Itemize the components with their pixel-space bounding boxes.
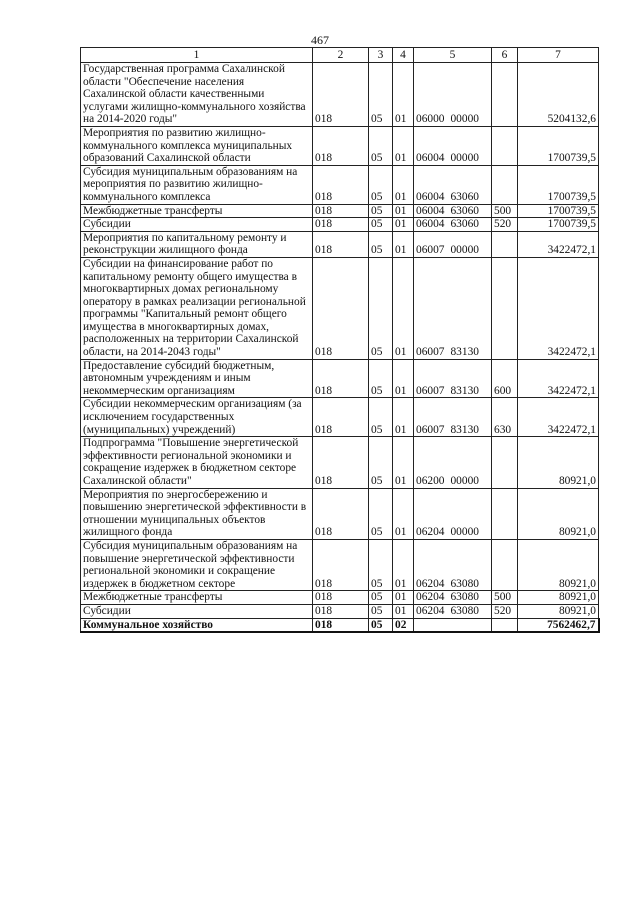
subsection-code: 01 (393, 398, 414, 437)
target-article-part: 06204 (416, 604, 445, 617)
section-code: 05 (369, 165, 393, 204)
amount: 7562462,7 (518, 618, 599, 632)
table-body (81, 63, 599, 633)
row-name: Межбюджетные трансферты (81, 591, 313, 605)
section-code: 05 (369, 591, 393, 605)
row-name: Субсидии некоммерческим организациям (за исключением государственных (муниципальных) учреждений) (81, 398, 313, 437)
target-article-part: 63060 (450, 190, 479, 203)
target-article-part: 83130 (450, 346, 479, 359)
target-article-code (414, 165, 492, 204)
target-article-code (414, 488, 492, 539)
amount: 3422472,1 (518, 359, 599, 398)
target-article-part: 06200 (416, 475, 445, 487)
subsection-code: 01 (393, 126, 414, 165)
row-name: Субсидия муниципальным образованиям на мероприятия по развитию жилищно-коммунального комплекса (81, 165, 313, 204)
budget-table (80, 47, 600, 633)
target-article-part: 06204 (416, 577, 445, 590)
page-number: 467 (311, 33, 329, 47)
expense-type-code (492, 231, 518, 257)
expense-type-code: 500 (492, 204, 518, 218)
table-row (81, 126, 599, 165)
target-article-part: 63080 (450, 604, 479, 617)
column-header: 3 (369, 48, 393, 63)
section-code: 05 (369, 437, 393, 488)
amount: 1700739,5 (518, 204, 599, 218)
target-article-code (414, 204, 492, 218)
target-article-part: 06000 (416, 113, 445, 126)
ministry-code: 018 (313, 231, 369, 257)
ministry-code: 018 (313, 437, 369, 488)
subsection-code: 01 (393, 437, 414, 488)
column-header: 5 (414, 48, 492, 63)
row-name: Субсидии (81, 604, 313, 618)
section-code: 05 (369, 359, 393, 398)
ministry-code: 018 (313, 539, 369, 590)
section-code: 05 (369, 126, 393, 165)
expense-type-code (492, 488, 518, 539)
section-code: 05 (369, 204, 393, 218)
ministry-code: 018 (313, 63, 369, 127)
ministry-code: 018 (313, 257, 369, 359)
expense-type-code (492, 165, 518, 204)
section-code: 05 (369, 63, 393, 127)
target-article-part: 00000 (450, 475, 479, 487)
table-row (81, 539, 599, 590)
expense-type-code: 520 (492, 218, 518, 232)
target-article-part: 06004 (416, 190, 445, 203)
amount: 80921,0 (518, 604, 599, 618)
target-article-part: 06007 (416, 423, 445, 436)
row-name: Мероприятия по капитальному ремонту и реконструкции жилищного фонда (81, 231, 313, 257)
row-name: Подпрограмма "Повышение энергетической эффективности региональной экономики и сокращение издержек в бюджетном секторе Сахалинской области" (81, 437, 313, 488)
target-article-part: 06007 (416, 244, 445, 257)
table-row (81, 63, 599, 127)
ministry-code: 018 (313, 218, 369, 232)
section-code: 05 (369, 618, 393, 632)
target-article-code (414, 231, 492, 257)
target-article-code (414, 618, 492, 632)
subsection-code: 01 (393, 539, 414, 590)
table-row (81, 488, 599, 539)
row-name: Предоставление субсидий бюджетным, автономным учреждениям и иным некоммерческим организациям (81, 359, 313, 398)
subsection-code: 01 (393, 204, 414, 218)
table-row (81, 218, 599, 232)
amount: 3422472,1 (518, 231, 599, 257)
row-name: Коммунальное хозяйство (81, 618, 313, 632)
subsection-code: 01 (393, 63, 414, 127)
ministry-code: 018 (313, 618, 369, 632)
amount: 1700739,5 (518, 218, 599, 232)
column-header: 7 (518, 48, 599, 63)
target-article-code (414, 359, 492, 398)
total-row (81, 618, 599, 632)
target-article-part: 06204 (416, 591, 445, 604)
amount: 1700739,5 (518, 126, 599, 165)
column-header: 4 (393, 48, 414, 63)
expense-type-code: 600 (492, 359, 518, 398)
target-article-part: 63080 (450, 577, 479, 590)
table-row (81, 604, 599, 618)
target-article-part: 63080 (450, 591, 479, 604)
subsection-code: 01 (393, 257, 414, 359)
target-article-part: 63060 (450, 218, 479, 231)
row-name: Субсидии (81, 218, 313, 232)
target-article-code (414, 604, 492, 618)
section-code: 05 (369, 257, 393, 359)
target-article-code (414, 218, 492, 232)
expense-type-code (492, 618, 518, 632)
target-article-part: 83130 (450, 423, 479, 436)
table-row (81, 398, 599, 437)
ministry-code: 018 (313, 359, 369, 398)
amount: 5204132,6 (518, 63, 599, 127)
target-article-part: 06204 (416, 526, 445, 539)
expense-type-code: 520 (492, 604, 518, 618)
column-header: 2 (313, 48, 369, 63)
section-code: 05 (369, 218, 393, 232)
target-article-part: 00000 (450, 526, 479, 539)
header-row (81, 48, 599, 63)
table-row (81, 359, 599, 398)
row-name: Субсидии на финансирование работ по капитальному ремонту общего имущества в многоквартирных домах региональному оператору в рамках реализации региональной программы "Капитальный ремонт общего имущества в многоквартирных домах, расположенных на территории Сахалинской области, на 2014-2043 годы" (81, 257, 313, 359)
section-code: 05 (369, 488, 393, 539)
expense-type-code (492, 126, 518, 165)
target-article-part: 06007 (416, 346, 445, 359)
table-row (81, 204, 599, 218)
amount: 80921,0 (518, 539, 599, 590)
expense-type-code: 500 (492, 591, 518, 605)
ministry-code: 018 (313, 591, 369, 605)
ministry-code: 018 (313, 488, 369, 539)
target-article-code (414, 63, 492, 127)
target-article-part: 06007 (416, 384, 445, 397)
subsection-code: 01 (393, 165, 414, 204)
target-article-part: 06004 (416, 204, 445, 217)
table-row (81, 591, 599, 605)
subsection-code: 01 (393, 359, 414, 398)
amount: 80921,0 (518, 591, 599, 605)
row-name: Государственная программа Сахалинской области "Обеспечение населения Сахалинской области качественными услугами жилищно-коммунального хозяйства на 2014-2020 годы" (81, 63, 313, 127)
target-article-part: 06004 (416, 218, 445, 231)
target-article-part: 06004 (416, 152, 445, 165)
subsection-code: 01 (393, 231, 414, 257)
expense-type-code (492, 257, 518, 359)
subsection-code: 01 (393, 604, 414, 618)
target-article-code (414, 398, 492, 437)
expense-type-code (492, 539, 518, 590)
amount: 80921,0 (518, 437, 599, 488)
target-article-code (414, 539, 492, 590)
expense-type-code (492, 437, 518, 488)
target-article-part: 00000 (450, 244, 479, 257)
target-article-code (414, 257, 492, 359)
amount: 80921,0 (518, 488, 599, 539)
ministry-code: 018 (313, 204, 369, 218)
target-article-code (414, 126, 492, 165)
row-name: Мероприятия по энергосбережению и повышению энергетической эффективности в отношении муниципальных объектов жилищного фонда (81, 488, 313, 539)
table-row (81, 437, 599, 488)
subsection-code: 01 (393, 218, 414, 232)
target-article-code (414, 591, 492, 605)
table-row (81, 257, 599, 359)
ministry-code: 018 (313, 604, 369, 618)
target-article-code (414, 437, 492, 488)
target-article-part: 00000 (450, 113, 479, 126)
subsection-code: 01 (393, 591, 414, 605)
ministry-code: 018 (313, 165, 369, 204)
table-row (81, 231, 599, 257)
section-code: 05 (369, 539, 393, 590)
expense-type-code (492, 63, 518, 127)
subsection-code: 02 (393, 618, 414, 632)
row-name: Межбюджетные трансферты (81, 204, 313, 218)
column-header: 6 (492, 48, 518, 63)
target-article-part: 00000 (450, 152, 479, 165)
section-code: 05 (369, 231, 393, 257)
ministry-code: 018 (313, 398, 369, 437)
row-name: Мероприятия по развитию жилищно-коммунального комплекса муниципальных образований Сахалинской области (81, 126, 313, 165)
amount: 1700739,5 (518, 165, 599, 204)
section-code: 05 (369, 398, 393, 437)
table-row (81, 165, 599, 204)
amount: 3422472,1 (518, 398, 599, 437)
amount: 3422472,1 (518, 257, 599, 359)
subsection-code: 01 (393, 488, 414, 539)
section-code: 05 (369, 604, 393, 618)
column-header: 1 (81, 48, 313, 63)
expense-type-code: 630 (492, 398, 518, 437)
target-article-part: 83130 (450, 384, 479, 397)
target-article-part: 63060 (450, 204, 479, 217)
ministry-code: 018 (313, 126, 369, 165)
row-name: Субсидия муниципальным образованиям на повышение энергетической эффективности региональной экономики и сокращение издержек в бюджетном секторе (81, 539, 313, 590)
